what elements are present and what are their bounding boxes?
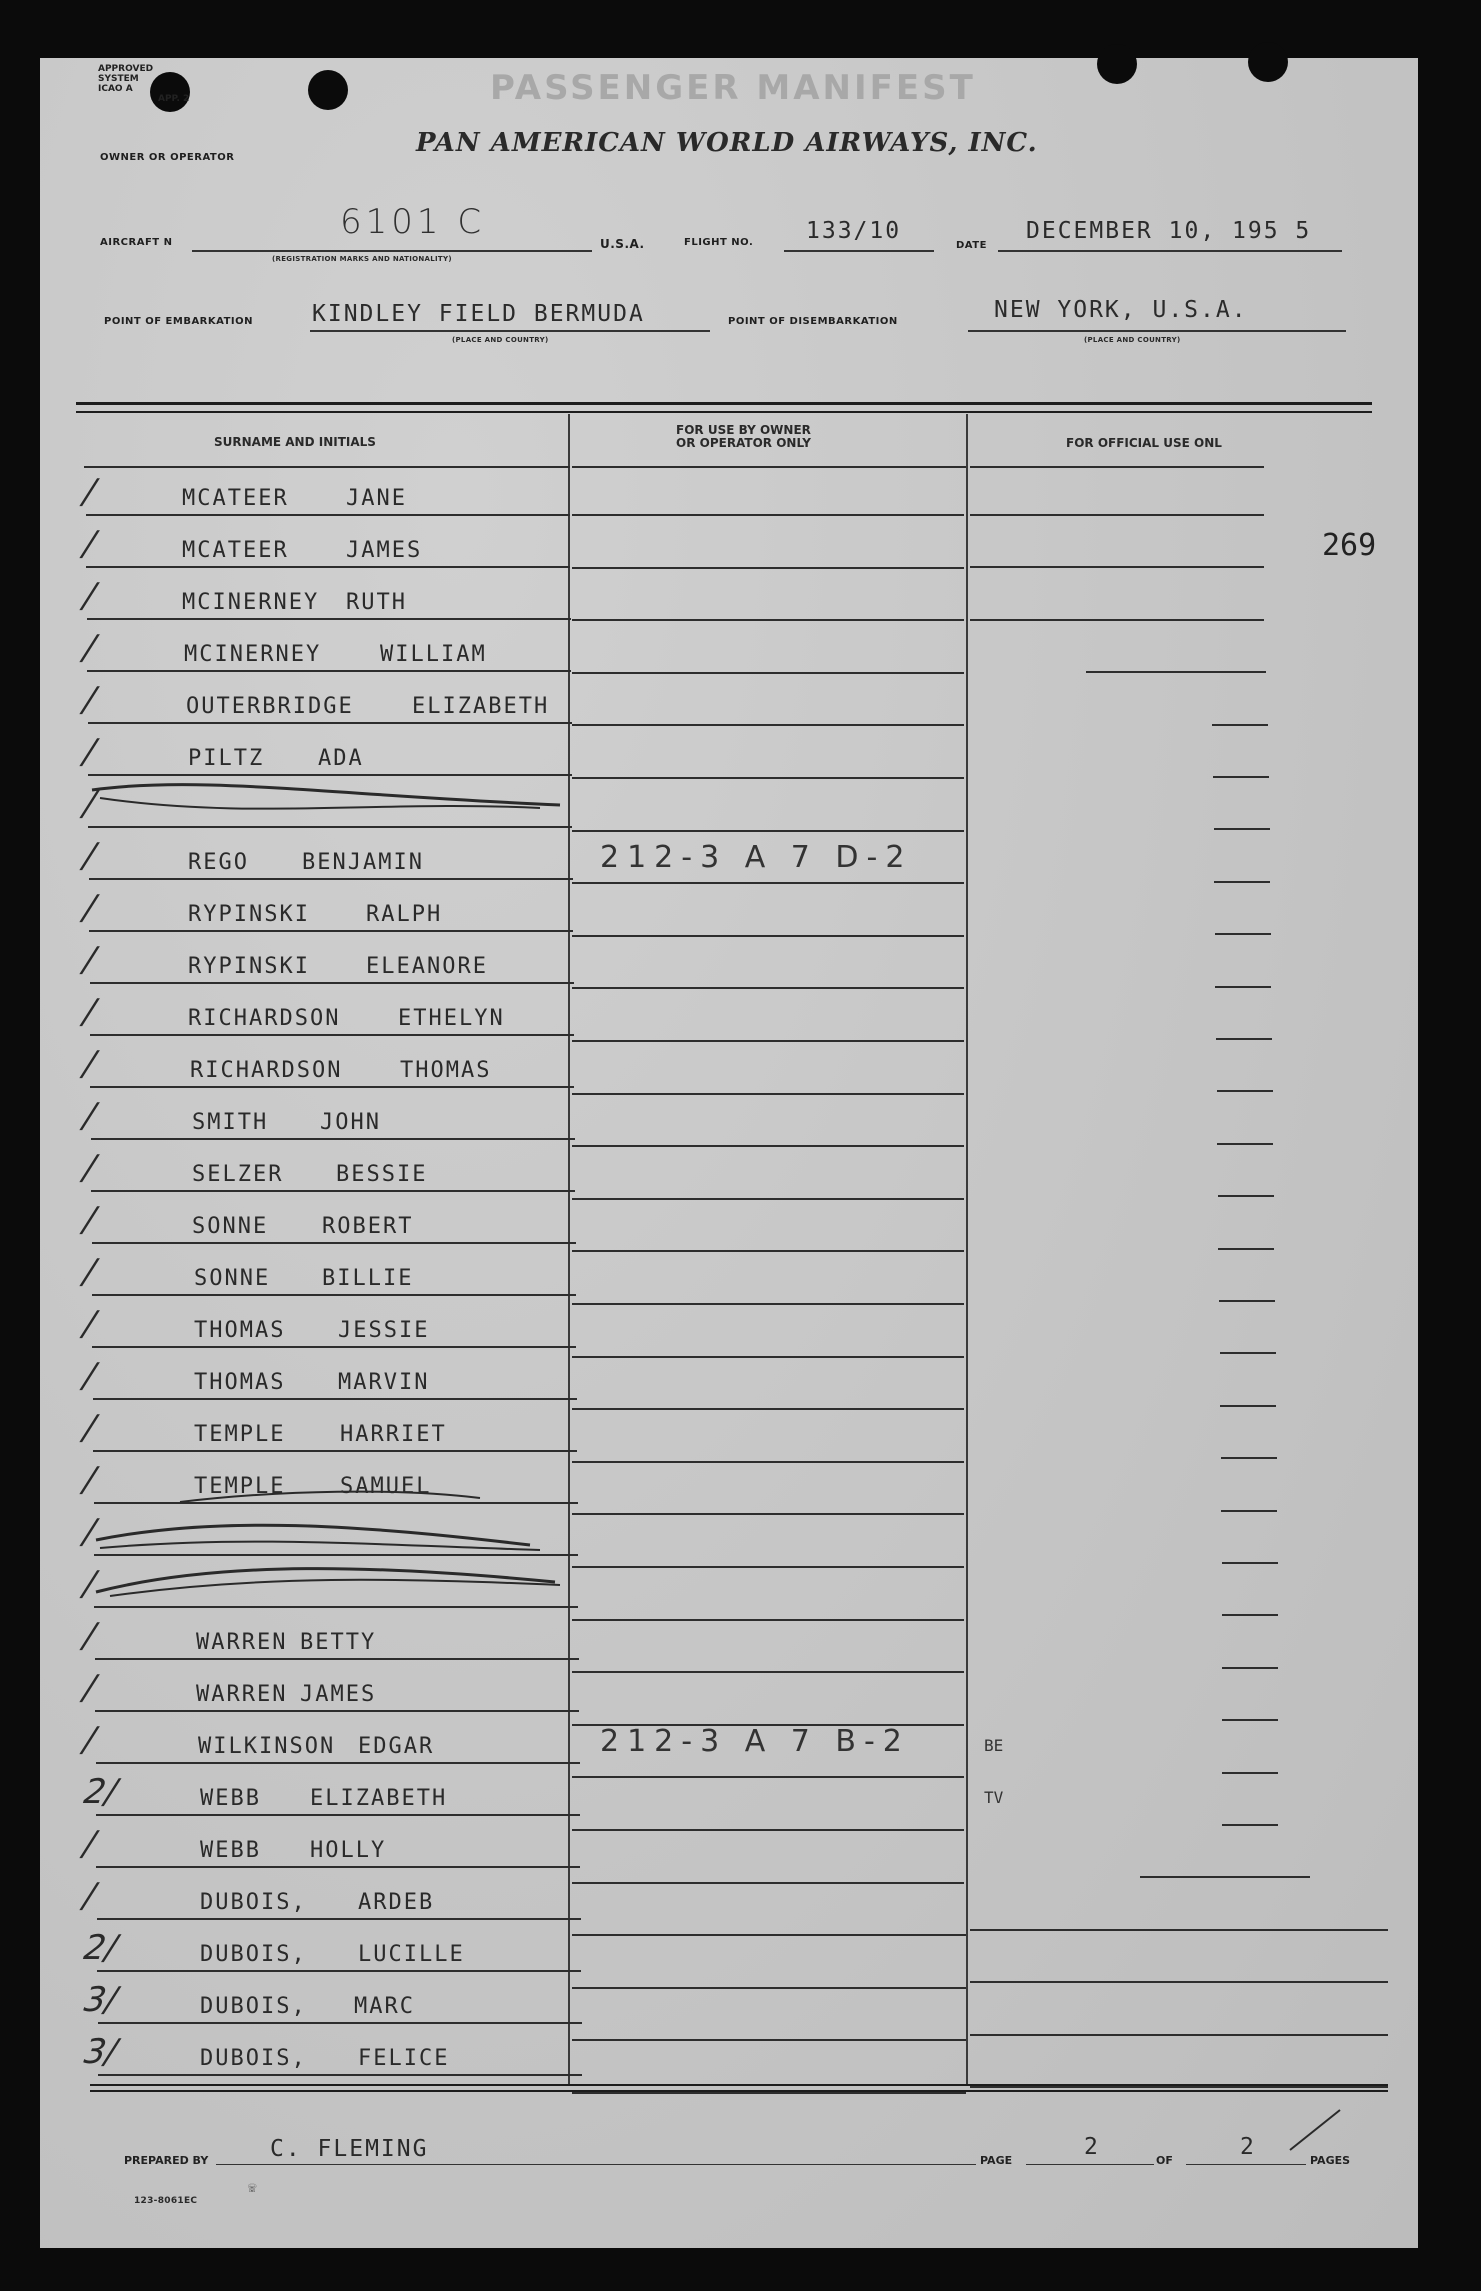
column-header-surname: SURNAME AND INITIALS (214, 435, 376, 449)
check-mark: / (77, 1148, 102, 1188)
check-mark: / (77, 888, 102, 928)
passenger-first-name: ADA (318, 746, 364, 771)
passenger-first-name: RUTH (346, 590, 407, 615)
of-label: OF (1156, 2154, 1173, 2167)
check-mark: / (77, 1252, 102, 1292)
check-mark: / (77, 628, 102, 668)
check-mark: / (77, 1408, 102, 1448)
check-mark: / (77, 1720, 102, 1760)
passenger-first-name: MARVIN (338, 1370, 430, 1395)
page-title: PASSENGER MANIFEST (490, 68, 976, 108)
passenger-first-name: BETTY (300, 1630, 377, 1655)
column-header-official-use: FOR OFFICIAL USE ONL (1066, 436, 1222, 450)
check-mark: / (77, 1564, 102, 1604)
passenger-surname: PILTZ (188, 746, 265, 771)
check-mark: / (77, 524, 102, 564)
check-mark: / (77, 680, 102, 720)
passenger-surname: OUTERBRIDGE (186, 694, 354, 719)
of-underline (1186, 2164, 1306, 2165)
passenger-first-name: ELEANORE (366, 954, 488, 979)
passenger-first-name: EDGAR (358, 1734, 435, 1759)
passenger-first-name: BESSIE (336, 1162, 428, 1187)
passenger-surname: SONNE (194, 1266, 271, 1291)
check-mark: / (77, 1512, 102, 1552)
passenger-surname: DUBOIS, (200, 1994, 307, 2019)
flight-label: FLIGHT NO. (684, 237, 754, 248)
official-fragment: BE (984, 1736, 1004, 1755)
passenger-surname: TEMPLE (194, 1474, 286, 1499)
footer-rule (90, 2084, 1388, 2086)
passenger-surname: WARREN (196, 1630, 288, 1655)
operator-code: 212-3 A 7 D-2 (600, 840, 913, 875)
check-mark: / (77, 1824, 102, 1864)
strike-line (180, 1492, 480, 1502)
approval-line: APPROVED (98, 64, 154, 74)
passenger-surname: WEBB (200, 1786, 261, 1811)
passenger-surname: DUBOIS, (200, 2046, 307, 2071)
aircraft-caption: (REGISTRATION MARKS AND NATIONALITY) (272, 255, 452, 263)
check-mark: / (77, 836, 102, 876)
check-mark: / (77, 1096, 102, 1136)
passenger-first-name: THOMAS (400, 1058, 492, 1083)
passenger-first-name: HOLLY (310, 1838, 387, 1863)
passenger-first-name: ARDEB (358, 1890, 435, 1915)
passenger-surname: THOMAS (194, 1370, 286, 1395)
date-label: DATE (956, 240, 987, 251)
passenger-surname: REGO (188, 850, 249, 875)
aircraft-label: AIRCRAFT N (100, 237, 173, 248)
strike-line (110, 1580, 560, 1596)
strike-line (100, 1542, 540, 1550)
passenger-surname: DUBOIS, (200, 1890, 307, 1915)
check-mark: / (77, 1876, 102, 1916)
strike-line (92, 785, 560, 805)
margin-number: 269 (1322, 528, 1377, 563)
official-fragment: TV (984, 1788, 1004, 1807)
check-mark: / (77, 472, 102, 512)
disembarkation-value: NEW YORK, U.S.A. (994, 297, 1248, 323)
passenger-surname: MCINERNEY (184, 642, 322, 667)
column-header-owner-use: FOR USE BY OWNER OR OPERATOR ONLY (676, 423, 811, 450)
aircraft-value: 6101 C (340, 202, 486, 242)
embarkation-value: KINDLEY FIELD BERMUDA (312, 301, 645, 327)
check-mark: 2/ (77, 1772, 124, 1812)
check-mark: / (77, 1460, 102, 1500)
pages-label: PAGES (1310, 2154, 1351, 2167)
passenger-surname: TEMPLE (194, 1422, 286, 1447)
passenger-first-name: JOHN (320, 1110, 381, 1135)
passenger-surname: RICHARDSON (188, 1006, 341, 1031)
approval-line: APP. 2 (158, 94, 190, 104)
passenger-first-name: HARRIET (340, 1422, 447, 1447)
passenger-first-name: LUCILLE (358, 1942, 465, 1967)
passenger-surname: RYPINSKI (188, 902, 310, 927)
operator-code: 212-3 A 7 B-2 (600, 1724, 910, 1759)
approval-line: ICAO A (98, 84, 133, 94)
passenger-surname: DUBOIS, (200, 1942, 307, 1967)
check-mark: 3/ (77, 2032, 124, 2072)
prepared-by-value: C. FLEMING (270, 2136, 429, 2162)
passenger-surname: WEBB (200, 1838, 261, 1863)
passenger-surname: MCINERNEY (182, 590, 320, 615)
check-mark: / (77, 732, 102, 772)
form-number: 123-8061EC (134, 2196, 198, 2206)
passenger-first-name: JESSIE (338, 1318, 430, 1343)
passenger-surname: SMITH (192, 1110, 269, 1135)
passenger-surname: WARREN (196, 1682, 288, 1707)
disembarkation-label: POINT OF DISEMBARKATION (728, 316, 898, 327)
passenger-surname: SONNE (192, 1214, 269, 1239)
passenger-first-name: FELICE (358, 2046, 450, 2071)
passenger-first-name: ROBERT (322, 1214, 414, 1239)
check-mark: / (77, 1668, 102, 1708)
embarkation-caption: (PLACE AND COUNTRY) (452, 336, 549, 344)
disembarkation-caption: (PLACE AND COUNTRY) (1084, 336, 1181, 344)
check-mark: / (77, 1356, 102, 1396)
passenger-surname: RICHARDSON (190, 1058, 343, 1083)
prepared-by-label: PREPARED BY (124, 2154, 209, 2167)
date-value: DECEMBER 10, 195 5 (1026, 218, 1312, 244)
check-mark: / (77, 1200, 102, 1240)
check-mark: / (77, 940, 102, 980)
company-name: PAN AMERICAN WORLD AIRWAYS, INC. (416, 128, 1038, 158)
passenger-first-name: SAMUEL (340, 1474, 432, 1499)
passenger-first-name: BILLIE (322, 1266, 414, 1291)
page-underline (1026, 2164, 1154, 2165)
passenger-surname: THOMAS (194, 1318, 286, 1343)
passenger-surname: RYPINSKI (188, 954, 310, 979)
flight-value: 133/10 (806, 218, 902, 244)
footer-rule (90, 2090, 1388, 2092)
passenger-first-name: ELIZABETH (412, 694, 550, 719)
passenger-first-name: WILLIAM (380, 642, 487, 667)
prepared-underline (216, 2164, 976, 2165)
of-value: 2 (1240, 2134, 1256, 2160)
passenger-first-name: RALPH (366, 902, 443, 927)
passenger-first-name: JAMES (346, 538, 423, 563)
passenger-first-name: JAMES (300, 1682, 377, 1707)
passenger-surname: MCATEER (182, 486, 289, 511)
check-mark: / (77, 784, 102, 824)
pen-mark (1290, 2110, 1340, 2150)
embarkation-label: POINT OF EMBARKATION (104, 316, 254, 327)
check-mark: / (77, 992, 102, 1032)
passenger-first-name: ELIZABETH (310, 1786, 448, 1811)
page-value: 2 (1084, 2134, 1100, 2160)
check-mark: / (77, 576, 102, 616)
passenger-surname: SELZER (192, 1162, 284, 1187)
check-mark: 2/ (77, 1928, 124, 1968)
check-mark: / (77, 1616, 102, 1656)
check-mark: / (77, 1304, 102, 1344)
passenger-first-name: BENJAMIN (302, 850, 424, 875)
page-label: PAGE (980, 2154, 1013, 2167)
nationality-label: U.S.A. (600, 237, 645, 251)
passenger-first-name: ETHELYN (398, 1006, 505, 1031)
passenger-surname: WILKINSON (198, 1734, 336, 1759)
passenger-first-name: MARC (354, 1994, 415, 2019)
check-mark: 3/ (77, 1980, 124, 2020)
passenger-first-name: JANE (346, 486, 407, 511)
owner-label: OWNER OR OPERATOR (100, 152, 235, 163)
passenger-surname: MCATEER (182, 538, 289, 563)
approval-line: SYSTEM (98, 74, 139, 84)
check-mark: / (77, 1044, 102, 1084)
emblem-icon: ☏ (248, 2180, 257, 2196)
